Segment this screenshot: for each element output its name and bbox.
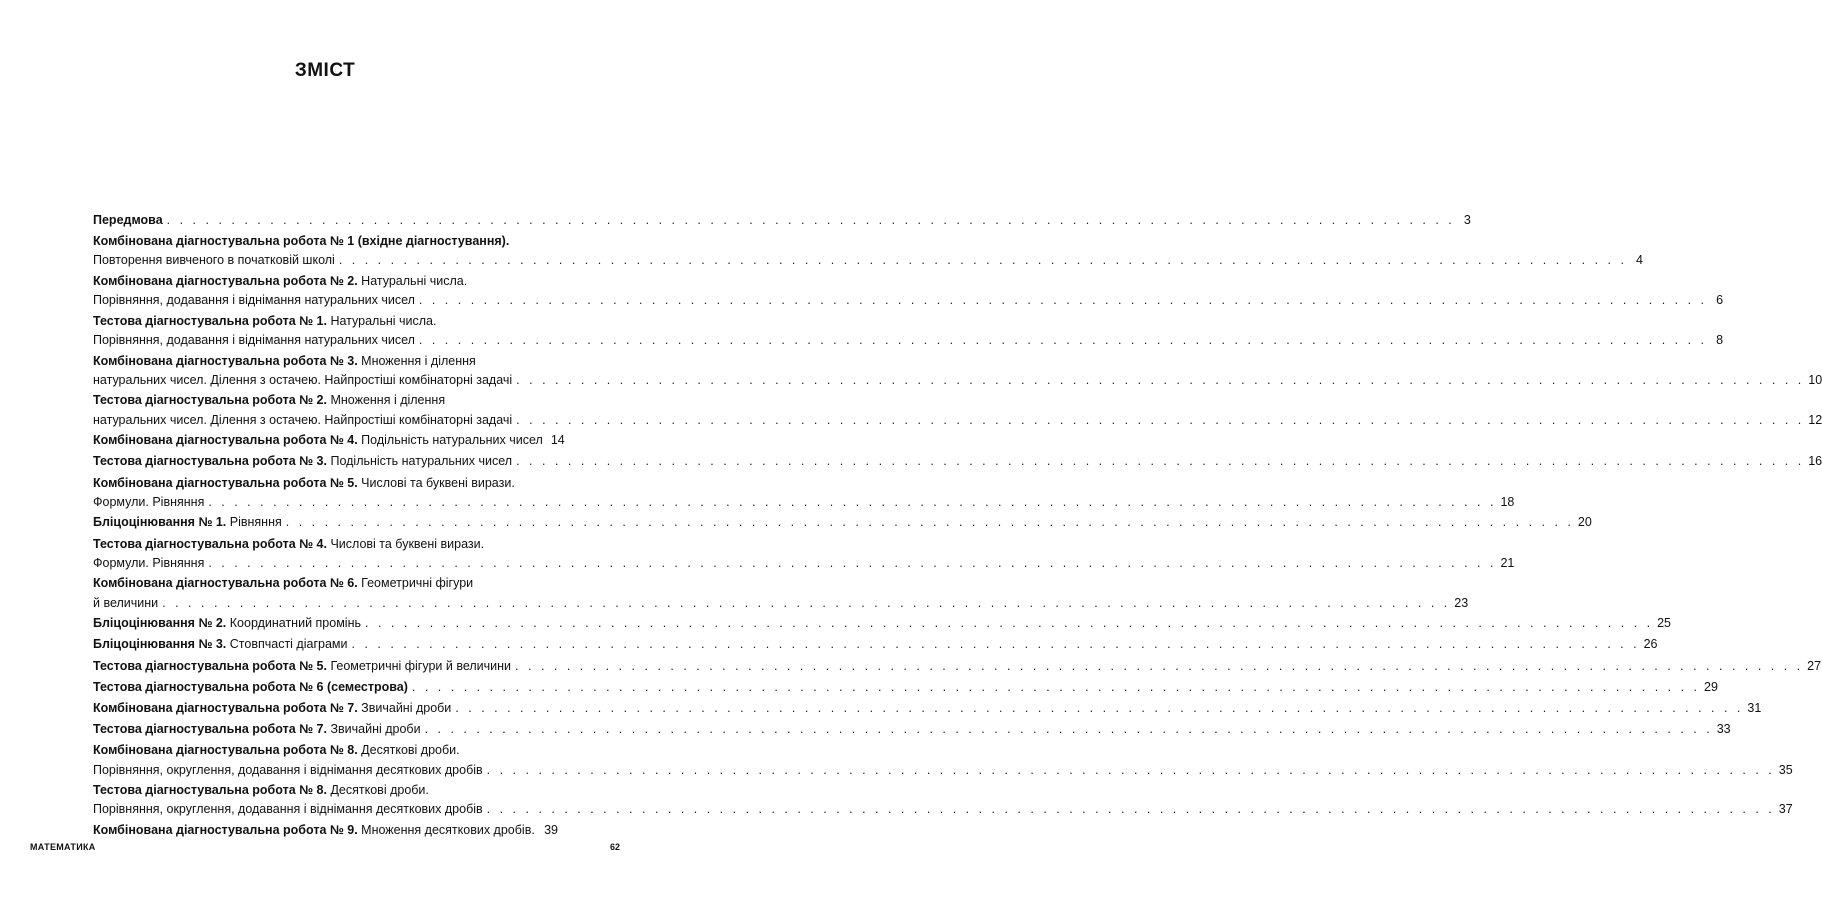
toc-entry[interactable] [93,699,1762,718]
toc-page-number: 39 [544,823,558,837]
toc-page-number: 23 [1454,595,1469,610]
dot-leader: . . . . . . . . . . . . . . . . . . . . . . . . . . . . . . . . . . . . . . . . . . . . . . . . . . . . . . . . . . . . . . . . . . . . . . . . . . . . . . . . . . . . . . . . . . . . . . . . . . . . [411,679,1701,694]
toc-entry-subtitle: Десяткові дроби. [357,743,460,758]
toc-entry[interactable] [93,272,1724,310]
toc-entry[interactable] [93,821,558,840]
toc-entry-heading: Комбінована діагностувальна робота № 7. [93,701,358,715]
toc-entry-heading: Тестова діагностувальна робота № 7. [93,722,327,737]
toc-entry-subtitle: Десяткові дроби. [326,783,429,798]
toc-entry-subtitle: Стовпчасті діаграми [226,637,348,652]
toc-entry-heading: Комбінована діагностувальна робота № 2. [93,274,358,288]
toc-entry-subtitle: Геометричні фігури [357,576,474,591]
toc-entry[interactable] [93,657,1822,676]
toc-entry[interactable] [93,678,1718,697]
dot-leader: . . . . . . . . . . . . . . . . . . . . . . . . . . . . . . . . . . . . . . . . . . . . . . . . . . . . . . . . . . . . . . . . . . . . . . . . . . . . . . . . . . . . . . . . . . . . . . . . . . . . [418,293,1708,308]
dot-leader [539,821,540,840]
toc-page-number: 20 [1577,515,1592,530]
toc-entry-subtitle-continued: натуральних чисел. Ділення з остачею. Найпростіші комбінаторні задачі [93,372,513,387]
dot-leader: . . . . . . . . . . . . . . . . . . . . . . . . . . . . . . . . . . . . . . . . . . . . . . . . . . . . . . . . . . . . . . . . . . . . . . . . . . . . . . . . . . . . . . . . . . . . . . . . . . . . [516,372,1805,387]
dot-leader: . . . . . . . . . . . . . . . . . . . . . . . . . . . . . . . . . . . . . . . . . . . . . . . . . . . . . . . . . . . . . . . . . . . . . . . . . . . . . . . . . . . . . . . . . . . . . . . . . . . . [515,658,1804,673]
toc-page-number: 21 [1500,555,1515,570]
dot-leader: . . . . . . . . . . . . . . . . . . . . . . . . . . . . . . . . . . . . . . . . . . . . . . . . . . . . . . . . . . . . . . . . . . . . . . . . . . . . . . . . . . . . . . . . . . . . . . . . . . . . [486,802,1775,817]
page-title: ЗМІСТ [294,60,356,81]
toc-page-number: 12 [1808,412,1822,427]
toc-page-number: 31 [1747,701,1762,715]
dot-leader: . . . . . . . . . . . . . . . . . . . . . . . . . . . . . . . . . . . . . . . . . . . . . . . . . . . . . . . . . . . . . . . . . . . . . . . . . . . . . . . . . . . . . . . . . . . . . . . . . . . . [166,213,1455,227]
toc-page-number: 4 [1635,253,1643,268]
toc-entry[interactable] [93,781,1793,819]
footer-page-number: 62 [609,842,620,852]
toc-page-number: 26 [1643,637,1658,652]
toc-entry[interactable] [93,452,1822,471]
toc-entry-subtitle-continued: Порівняння, округлення, додавання і віднімання десяткових дробів [93,802,483,817]
toc-page-number: 14 [550,433,565,448]
footer-subject: МАТЕМАТИКА [30,842,96,852]
toc-page-number: 29 [1704,679,1718,694]
toc-entry-subtitle: Рівняння [226,515,282,530]
dot-leader: . . . . . . . . . . . . . . . . . . . . . . . . . . . . . . . . . . . . . . . . . . . . . . . . . . . . . . . . . . . . . . . . . . . . . . . . . . . . . . . . . . . . . . . . . . . . . . . . . . . . [424,722,1713,737]
toc-page-number: 16 [1808,454,1822,469]
dot-leader: . . . . . . . . . . . . . . . . . . . . . . . . . . . . . . . . . . . . . . . . . . . . . . . . . . . . . . . . . . . . . . . . . . . . . . . . . . . . . . . . . . . . . . . . . . . . . . . . . . . . [208,555,1497,570]
dot-leader: . . . . . . . . . . . . . . . . . . . . . . . . . . . . . . . . . . . . . . . . . . . . . . . . . . . . . . . . . . . . . . . . . . . . . . . . . . . . . . . . . . . . . . . . . . . . . . . . . . . . [516,412,1805,427]
dot-leader: . . . . . . . . . . . . . . . . . . . . . . . . . . . . . . . . . . . . . . . . . . . . . . . . . . . . . . . . . . . . . . . . . . . . . . . . . . . . . . . . . . . . . . . . . . . . . . . . . . . . [162,595,1451,610]
toc-entry[interactable] [93,312,1724,350]
toc-entry[interactable] [93,535,1515,573]
toc-page-number: 37 [1778,802,1793,817]
toc-entry[interactable] [93,513,1592,532]
toc-entry-heading: Комбінована діагностувальна робота № 8. [93,743,358,758]
toc-entry-heading: Тестова діагностувальна робота № 8. [93,783,327,798]
toc-page-number: 33 [1716,722,1731,737]
toc-entry-subtitle: Множення десяткових дробів. [357,823,535,837]
toc-entry-subtitle-continued: натуральних чисел. Ділення з остачею. Найпростіші комбінаторні задачі [93,412,513,427]
toc-entry-heading: Тестова діагностувальна робота № 1. [93,313,327,328]
toc-entry-heading: Комбінована діагностувальна робота № 5. [93,475,358,490]
toc-entry[interactable] [93,431,565,450]
toc-entry-heading: Тестова діагностувальна робота № 2. [93,393,327,408]
toc-entry-subtitle: Числові та буквені вирази. [326,536,485,551]
toc-entry[interactable] [93,391,1822,429]
toc-entry-heading: Комбінована діагностувальна робота № 9. [93,823,358,837]
toc-entry[interactable] [93,635,1658,654]
toc-entry-subtitle-continued: Порівняння, округлення, додавання і віднімання десяткових дробів [93,762,483,777]
toc-entry-subtitle: Числові та буквені вирази. [357,475,515,490]
toc-page-number: 8 [1716,333,1724,347]
toc-entry[interactable] [93,474,1515,512]
toc-entry-subtitle: Множення і ділення [357,353,476,368]
toc-entry-subtitle: Звичайні дроби [357,701,452,715]
dot-leader: . . . . . . . . . . . . . . . . . . . . . . . . . . . . . . . . . . . . . . . . . . . . . . . . . . . . . . . . . . . . . . . . . . . . . . . . . . . . . . . . . . . . . . . . . . . . . . . . . . . . [516,454,1805,469]
toc-entry-subtitle: Натуральні числа. [326,313,437,328]
toc-entry-heading: Комбінована діагностувальна робота № 4. [93,433,358,448]
toc-entry-subtitle-continued: Порівняння, додавання і віднімання натуральних чисел [93,333,415,347]
toc-entry-heading: Комбінована діагностувальна робота № 1 (вхідне діагностування). [93,234,510,249]
toc-entry-heading: Комбінована діагностувальна робота № 6. [93,576,358,591]
dot-leader: . . . . . . . . . . . . . . . . . . . . . . . . . . . . . . . . . . . . . . . . . . . . . . . . . . . . . . . . . . . . . . . . . . . . . . . . . . . . . . . . . . . . . . . . . . . . . . . . . . . . [486,762,1775,777]
toc-entry[interactable] [93,720,1731,739]
dot-leader: . . . . . . . . . . . . . . . . . . . . . . . . . . . . . . . . . . . . . . . . . . . . . . . . . . . . . . . . . . . . . . . . . . . . . . . . . . . . . . . . . . . . . . . . . . . . . . . . . . . . [338,253,1627,268]
toc-page-number: 6 [1716,293,1724,308]
toc-entry[interactable] [93,232,1643,270]
toc-entry-heading: Передмова [93,213,163,227]
table-of-contents [93,211,1822,842]
toc-entry[interactable] [93,574,1469,612]
toc-page-number: 18 [1500,494,1515,509]
toc-entry-heading: Бліцоцінювання № 2. [93,616,227,631]
toc-entry-heading: Тестова діагностувальна робота № 5. [93,658,327,673]
toc-entry-subtitle-continued: Формули. Рівняння [93,555,205,570]
toc-entry[interactable] [93,741,1793,779]
toc-entry-subtitle: Подільність натуральних чисел [326,454,513,469]
toc-page-number: 10 [1808,372,1822,387]
dot-leader: . . . . . . . . . . . . . . . . . . . . . . . . . . . . . . . . . . . . . . . . . . . . . . . . . . . . . . . . . . . . . . . . . . . . . . . . . . . . . . . . . . . . . . . . . . . . . . . . . . . . [351,637,1640,652]
toc-page-number: 35 [1778,762,1793,777]
toc-entry-subtitle: Натуральні числа. [357,274,468,288]
toc-entry-subtitle-continued: Формули. Рівняння [93,494,205,509]
toc-entry-heading: Тестова діагностувальна робота № 3. [93,454,327,469]
toc-entry-subtitle: Множення і ділення [326,393,446,408]
toc-entry-subtitle: Геометричні фігури й величини [326,658,512,673]
toc-entry-heading: Тестова діагностувальна робота № 6 (семестрова) [93,679,408,694]
toc-entry-heading: Бліцоцінювання № 3. [93,637,227,652]
dot-leader: . . . . . . . . . . . . . . . . . . . . . . . . . . . . . . . . . . . . . . . . . . . . . . . . . . . . . . . . . . . . . . . . . . . . . . . . . . . . . . . . . . . . . . . . . . . . . . . . . . . . [418,333,1708,347]
toc-entry-heading: Комбінована діагностувальна робота № 3. [93,353,358,368]
dot-leader: . . . . . . . . . . . . . . . . . . . . . . . . . . . . . . . . . . . . . . . . . . . . . . . . . . . . . . . . . . . . . . . . . . . . . . . . . . . . . . . . . . . . . . . . . . . . . . . . . . . . [208,494,1497,509]
toc-page-number: 3 [1463,213,1471,227]
toc-entry-subtitle-continued: й величини [93,595,159,610]
toc-entry-subtitle: Звичайні дроби [326,722,421,737]
toc-entry-subtitle-continued: Порівняння, додавання і віднімання натуральних чисел [93,293,415,308]
toc-page-number: 25 [1657,616,1672,631]
toc-page-number: 27 [1807,658,1822,673]
dot-leader: . . . . . . . . . . . . . . . . . . . . . . . . . . . . . . . . . . . . . . . . . . . . . . . . . . . . . . . . . . . . . . . . . . . . . . . . . . . . . . . . . . . . . . . . . . . . . . . . . . . . [365,616,1654,631]
toc-entry-subtitle: Координатний промінь [226,616,361,631]
toc-entry-subtitle-continued: Повторення вивченого в початковій школі [93,253,335,268]
toc-entry[interactable] [93,352,1822,390]
dot-leader: . . . . . . . . . . . . . . . . . . . . . . . . . . . . . . . . . . . . . . . . . . . . . . . . . . . . . . . . . . . . . . . . . . . . . . . . . . . . . . . . . . . . . . . . . . . . . . . . . . . . [285,515,1574,530]
toc-entry[interactable] [93,211,1471,230]
toc-entry-heading: Бліцоцінювання № 1. [93,515,227,530]
toc-entry-subtitle: Подільність натуральних чисел [357,433,543,448]
toc-entry[interactable] [93,614,1672,633]
toc-entry-heading: Тестова діагностувальна робота № 4. [93,536,327,551]
dot-leader: . . . . . . . . . . . . . . . . . . . . . . . . . . . . . . . . . . . . . . . . . . . . . . . . . . . . . . . . . . . . . . . . . . . . . . . . . . . . . . . . . . . . . . . . . . . . . . . . . . . . [455,701,1744,715]
